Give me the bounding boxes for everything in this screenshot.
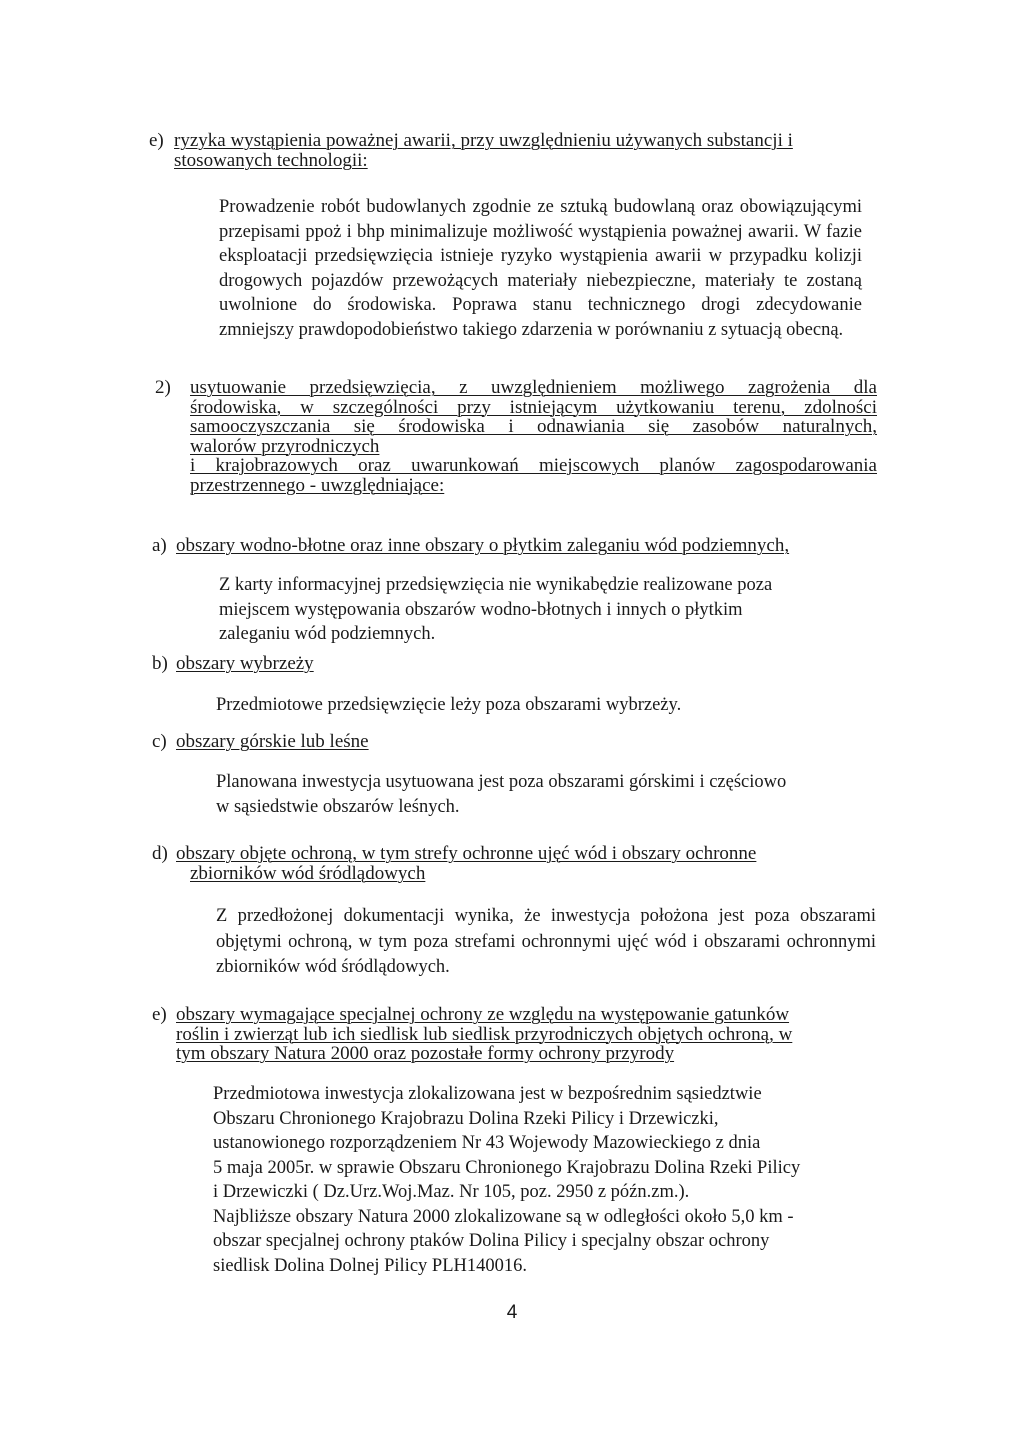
subsection-heading: obszary wodno-błotne oraz inne obszary o płytkim zaleganiu wód podziemnych, bbox=[176, 535, 790, 556]
subsection-a-body bbox=[219, 573, 859, 647]
subsection-heading-line: tym obszary Natura 2000 oraz pozostałe formy ochrony przyrody bbox=[176, 1043, 675, 1064]
section-e-risk-body: Prowadzenie robót budowlanych zgodnie ze sztuką budowlaną oraz obowiązującymi przepisami ppoż i bhp minimalizuje możliwość wystąpienia poważnej awarii. W fazie eksploatacji przedsięwzięcia istnieje ryzyko wystąpienia awarii w przypadku kolizji drogowych pojazdów przewożących materiały niebezpieczne, materiały te zostaną uwolnione do środowiska. Poprawa stanu technicznego drogi zdecydowanie zmniejszy prawdopodobieństwo takiego zdarzenia w porównaniu z sytuacją obecną. bbox=[219, 197, 862, 340]
body-line: zaleganiu wód podziemnych. bbox=[219, 624, 436, 644]
subsection-heading-line: zbiorników wód śródlądowych bbox=[190, 863, 426, 884]
body-line: Najbliższe obszary Natura 2000 zlokalizowane są w odległości około 5,0 km - bbox=[213, 1206, 794, 1227]
section-heading-line: środowiska, w szczególności przy istniejącym użytkowaniu terenu, zdolności bbox=[190, 396, 877, 418]
section-heading-line: usytuowanie przedsięwzięcia, z uwzględnieniem możliwego zagrożenia dla bbox=[190, 377, 877, 398]
body-line: ustanowionego rozporządzeniem Nr 43 Wojewody Mazowieckiego z dnia bbox=[213, 1133, 761, 1153]
list-marker: e) bbox=[152, 1004, 167, 1025]
list-marker: b) bbox=[152, 653, 168, 674]
body-line: 5 maja 2005r. w sprawie Obszaru Chronionego Krajobrazu Dolina Rzeki Pilicy bbox=[213, 1157, 801, 1178]
subsection-a-wetlands bbox=[152, 536, 892, 556]
subsection-heading-line: obszary wymagające specjalnej ochrony ze względu na występowanie gatunków bbox=[176, 1004, 790, 1025]
section-heading-line: walorów przyrodniczych bbox=[190, 435, 380, 457]
subsection-d-body: Z przedłożonej dokumentacji wynika, że inwestycja położona jest poza obszarami objętymi ochroną, w tym poza strefami ochronnymi ujęć wód i obszarami ochronnymi zbiorników wód śródlądowych. bbox=[216, 906, 876, 977]
subsection-heading: obszary wybrzeży bbox=[176, 653, 314, 674]
page-number: 4 bbox=[506, 1302, 518, 1323]
subsection-b-body: Przedmiotowe przedsięwzięcie leży poza obszarami wybrzeży. bbox=[216, 695, 682, 715]
subsection-e-natura bbox=[152, 1005, 880, 1064]
body-line: siedlisk Dolina Dolnej Pilicy PLH140016. bbox=[213, 1255, 527, 1276]
section-heading-line: przestrzennego - uwzględniające: bbox=[190, 474, 445, 496]
section-heading: ryzyka wystąpienia poważnej awarii, przy uwzględnieniu używanych substancji i stosowanych technologii: bbox=[174, 130, 793, 171]
subsection-c-body bbox=[216, 770, 876, 819]
subsection-heading-line: roślin i zwierząt lub ich siedlisk lub siedlisk przyrodniczych objętych ochroną, w bbox=[176, 1023, 793, 1045]
body-line: obszar specjalnej ochrony ptaków Dolina Pilicy i specjalny obszar ochrony bbox=[213, 1231, 770, 1251]
list-marker: a) bbox=[152, 535, 167, 556]
body-line: w sąsiedstwie obszarów leśnych. bbox=[216, 796, 460, 817]
subsection-heading-line: obszary objęte ochroną, w tym strefy ochronne ujęć wód i obszary ochronne bbox=[176, 843, 757, 864]
list-marker: 2) bbox=[155, 377, 171, 398]
section-e-risk bbox=[149, 131, 869, 171]
list-marker: d) bbox=[152, 843, 168, 864]
subsection-d-protected bbox=[152, 844, 872, 884]
section-2-location bbox=[155, 378, 877, 495]
list-marker: c) bbox=[152, 731, 167, 752]
subsection-c-mountain-forest bbox=[152, 732, 652, 752]
body-line: Z karty informacyjnej przedsięwzięcia nie wynikabędzie realizowane poza bbox=[219, 575, 773, 595]
body-line: Planowana inwestycja usytuowana jest poza obszarami górskimi i częściowo bbox=[216, 772, 787, 792]
body-line: Przedmiotowa inwestycja zlokalizowana jest w bezpośrednim sąsiedztwie bbox=[213, 1084, 762, 1104]
body-line: miejscem występowania obszarów wodno-błotnych i innych o płytkim bbox=[219, 599, 743, 620]
list-marker: e) bbox=[149, 130, 164, 151]
body-line: Obszaru Chronionego Krajobrazu Dolina Rzeki Pilicy i Drzewiczki, bbox=[213, 1108, 719, 1129]
subsection-heading: obszary górskie lub leśne bbox=[176, 731, 369, 752]
section-heading-line: samooczyszczania się środowiska i odnawiania się zasobów naturalnych, bbox=[190, 416, 877, 437]
subsection-e-body bbox=[213, 1082, 883, 1278]
body-line: i Drzewiczki ( Dz.Urz.Woj.Maz. Nr 105, poz. 2950 z późn.zm.). bbox=[213, 1182, 690, 1202]
subsection-b-coast bbox=[152, 654, 652, 674]
section-heading-line: i krajobrazowych oraz uwarunkowań miejscowych planów zagospodarowania bbox=[190, 455, 877, 476]
